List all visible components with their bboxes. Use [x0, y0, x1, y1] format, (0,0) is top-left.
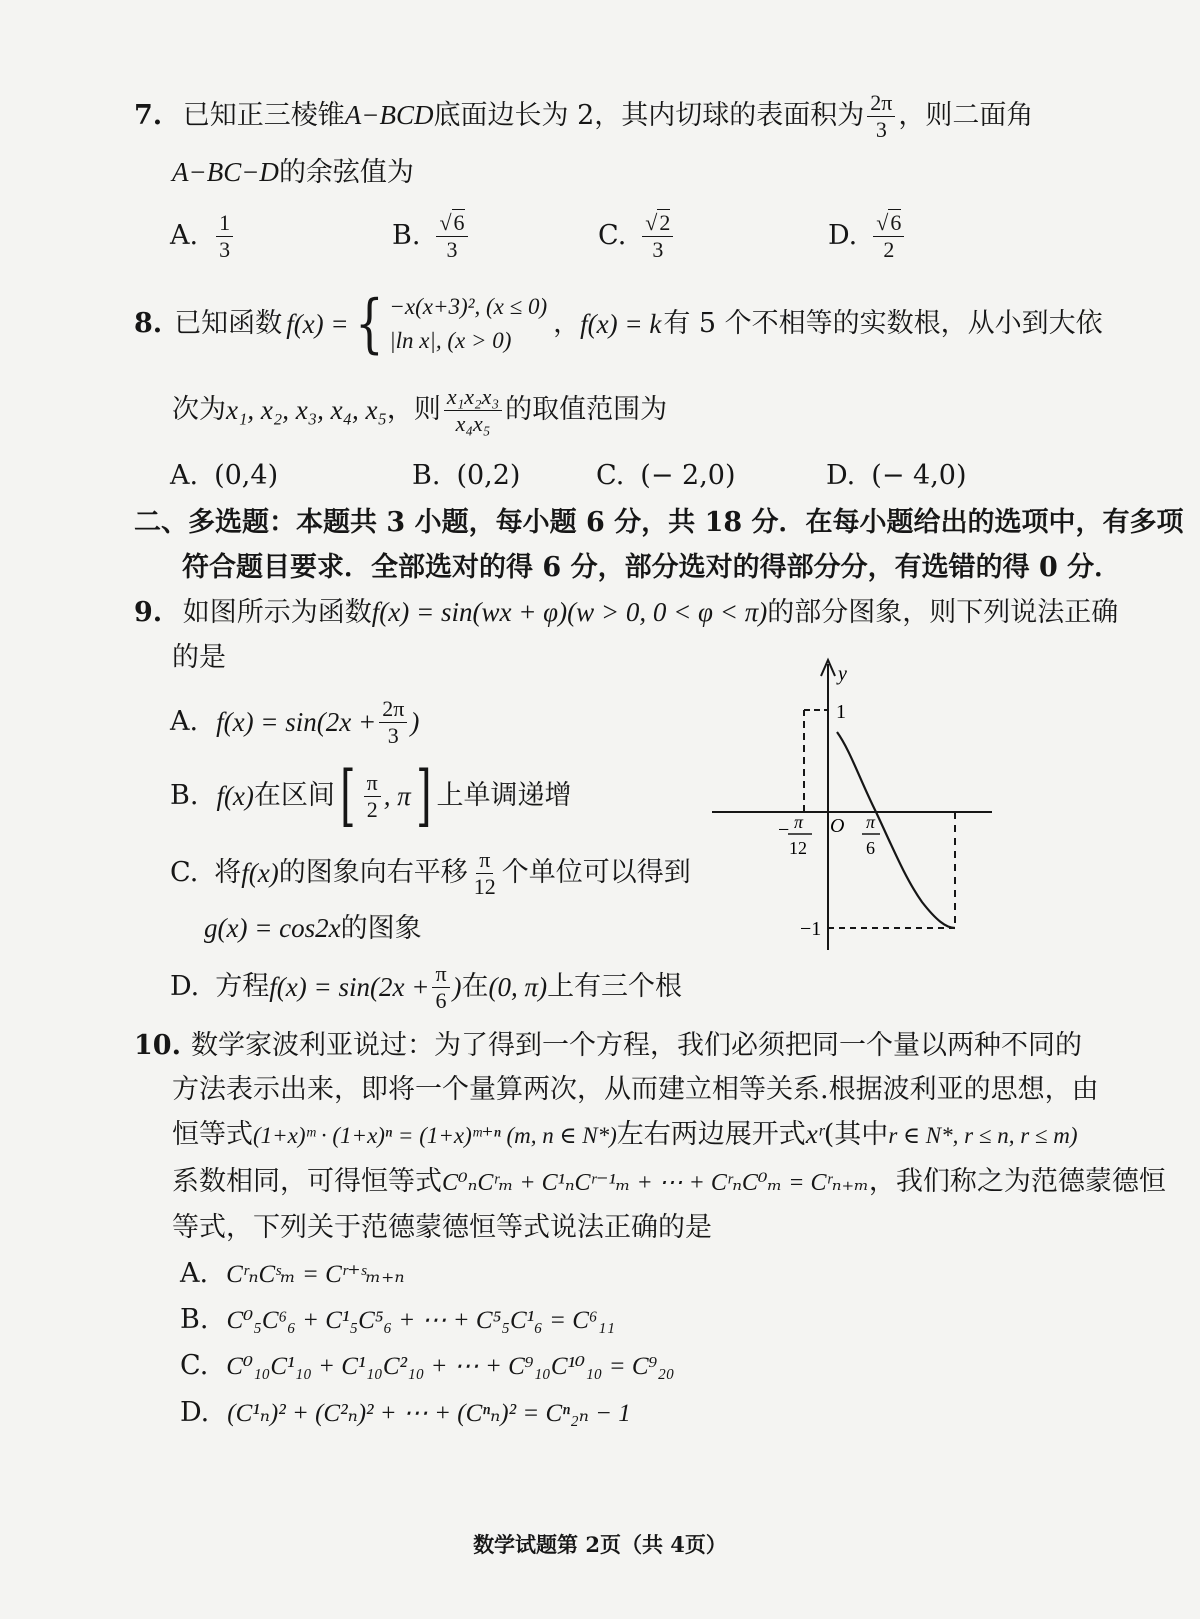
- x-tick-neg-den: 12: [789, 838, 807, 858]
- q9-line2: 的是: [172, 642, 226, 673]
- sine-curve: [837, 732, 955, 928]
- q8-option-c: C. (− 2,0): [596, 460, 736, 491]
- section2-instructions-line1: 二、多选题：本题共 3 小题，每小题 6 分，共 18 分．在每小题给出的选项中，有多项: [134, 507, 1184, 538]
- q10-line5: 等式，下列关于范德蒙德恒等式说法正确的是: [172, 1212, 712, 1243]
- q10-line2: 方法表示出来，即将一个量算两次，从而建立相等关系.根据波利亚的思想，由: [172, 1074, 1099, 1105]
- q10-option-d: D. (C¹ₙ)² + (C²ₙ)² + ⋯ + (Cⁿₙ)² = Cⁿ₂ₙ − 1: [180, 1397, 631, 1428]
- q7-option-a: A. $\frac{1}{3}$: [170, 210, 236, 263]
- q10-option-a: A. CʳₙCˢₘ = Cʳ⁺ˢₘ₊ₙ: [180, 1258, 405, 1289]
- q9-option-a: A. f(x) = sin(2x + $\frac{2\pi}{3}$ ): [170, 695, 420, 748]
- q8-piecewise: { −x(x+3)², (x ≤ 0) |ln x|, (x > 0): [354, 287, 548, 361]
- page-footer: 数学试题第 2页（共 4页）: [473, 1532, 727, 1557]
- q7-option-c: C. $\frac{√2}{3}$: [598, 210, 676, 263]
- y-tick-neg-1: −1: [800, 918, 822, 940]
- y-tick-1: 1: [836, 701, 846, 723]
- section2-instructions-line2: 符合题目要求．全部选对的得 6 分，部分选对的得部分分，有选错的得 0 分．: [182, 552, 1122, 583]
- q7-area-fraction: $\frac{2\pi}{3}$: [867, 90, 895, 143]
- q10-line1: 10. 数学家波利亚说过：为了得到一个方程，我们必须把同一个量以两种不同的: [134, 1030, 1082, 1061]
- q10-option-b: B. C⁰₅C⁶₆ + C¹₅C⁵₆ + ⋯ + C⁵₅C¹₆ = C⁶₁₁: [180, 1304, 615, 1335]
- q10-line3: 恒等式(1+x)ᵐ · (1+x)ⁿ = (1+x)ᵐ⁺ⁿ (m, n ∈ N*)左右两边展开式xʳ(其中r ∈ N*, r ≤ n, r ≤ m): [172, 1119, 1078, 1150]
- q8-option-d: D. (− 4,0): [826, 460, 967, 491]
- q9-option-b: B. f(x) 在区间 [ $\frac{\pi}{2}$ , π ] 上单调递增: [170, 757, 572, 834]
- origin-label: O: [830, 815, 845, 837]
- x-tick-neg-sign: −: [778, 819, 790, 841]
- q8-option-b: B. (0,2): [412, 460, 521, 491]
- q7-line2: A−BC−D的余弦值为: [172, 157, 414, 188]
- x-tick-pos-num: π: [866, 812, 876, 832]
- q9-option-c-line2: g(x) = cos2x的图象: [204, 913, 422, 944]
- q9-option-d: D. 方程 f(x) = sin(2x + $\frac{\pi}{6}$ ) 在 (0, π) 上有三个根: [170, 960, 683, 1013]
- q9-line1: 9. 如图所示为函数f(x) = sin(wx + φ)(w > 0, 0 < φ < π)的部分图象，则下列说法正确: [134, 597, 1119, 628]
- q9-interval: [ $\frac{\pi}{2}$ , π ]: [340, 757, 432, 834]
- y-axis-label: y: [838, 663, 847, 685]
- q8-line1: 8. 已知函数 f(x) = { −x(x+3)², (x ≤ 0) |ln x|, (x > 0) ， f(x) = k 有 5 个不相等的实数根，从小到大依: [134, 287, 1103, 361]
- q9-option-c-line1: C. 将 f(x) 的图象向右平移 $\frac{\pi}{12}$ 个单位可以得到: [170, 846, 691, 899]
- q10-option-c: C. C⁰₁₀C¹₁₀ + C¹₁₀C²₁₀ + ⋯ + C⁹₁₀C¹⁰₁₀ = C⁹₂₀: [180, 1350, 675, 1381]
- q9-graph: [700, 650, 1000, 960]
- q7-option-d: D. $\frac{√6}{2}$: [828, 210, 907, 263]
- q7-option-b: B. $\frac{√6}{3}$: [392, 210, 471, 263]
- q7-line1: 7. 已知正三棱锥A−BCD底面边长为 2，其内切球的表面积为 $\frac{2\pi}{3}$ ，则二面角: [134, 90, 1034, 142]
- q8-option-a: A. (0,4): [170, 460, 279, 491]
- q10-line4: 系数相同，可得恒等式C⁰ₙCʳₘ + C¹ₙCʳ⁻¹ₘ + ⋯ + CʳₙC⁰ₘ = Cʳₙ₊ₘ，我们称之为范德蒙德恒: [172, 1166, 1166, 1197]
- x-tick-pos-den: 6: [866, 838, 875, 858]
- x-tick-neg-num: π: [794, 812, 804, 832]
- q8-ratio: $\frac{\text{x₁x₂x₃}}{\text{x₄x₅}}$: [444, 384, 502, 437]
- q8-line2: 次为 x₁, x₂, x₃, x₄, x₅ ，则 $\frac{\text{x₁x₂x₃}}{\text{x₄x₅}}$ 的取值范围为: [172, 383, 668, 436]
